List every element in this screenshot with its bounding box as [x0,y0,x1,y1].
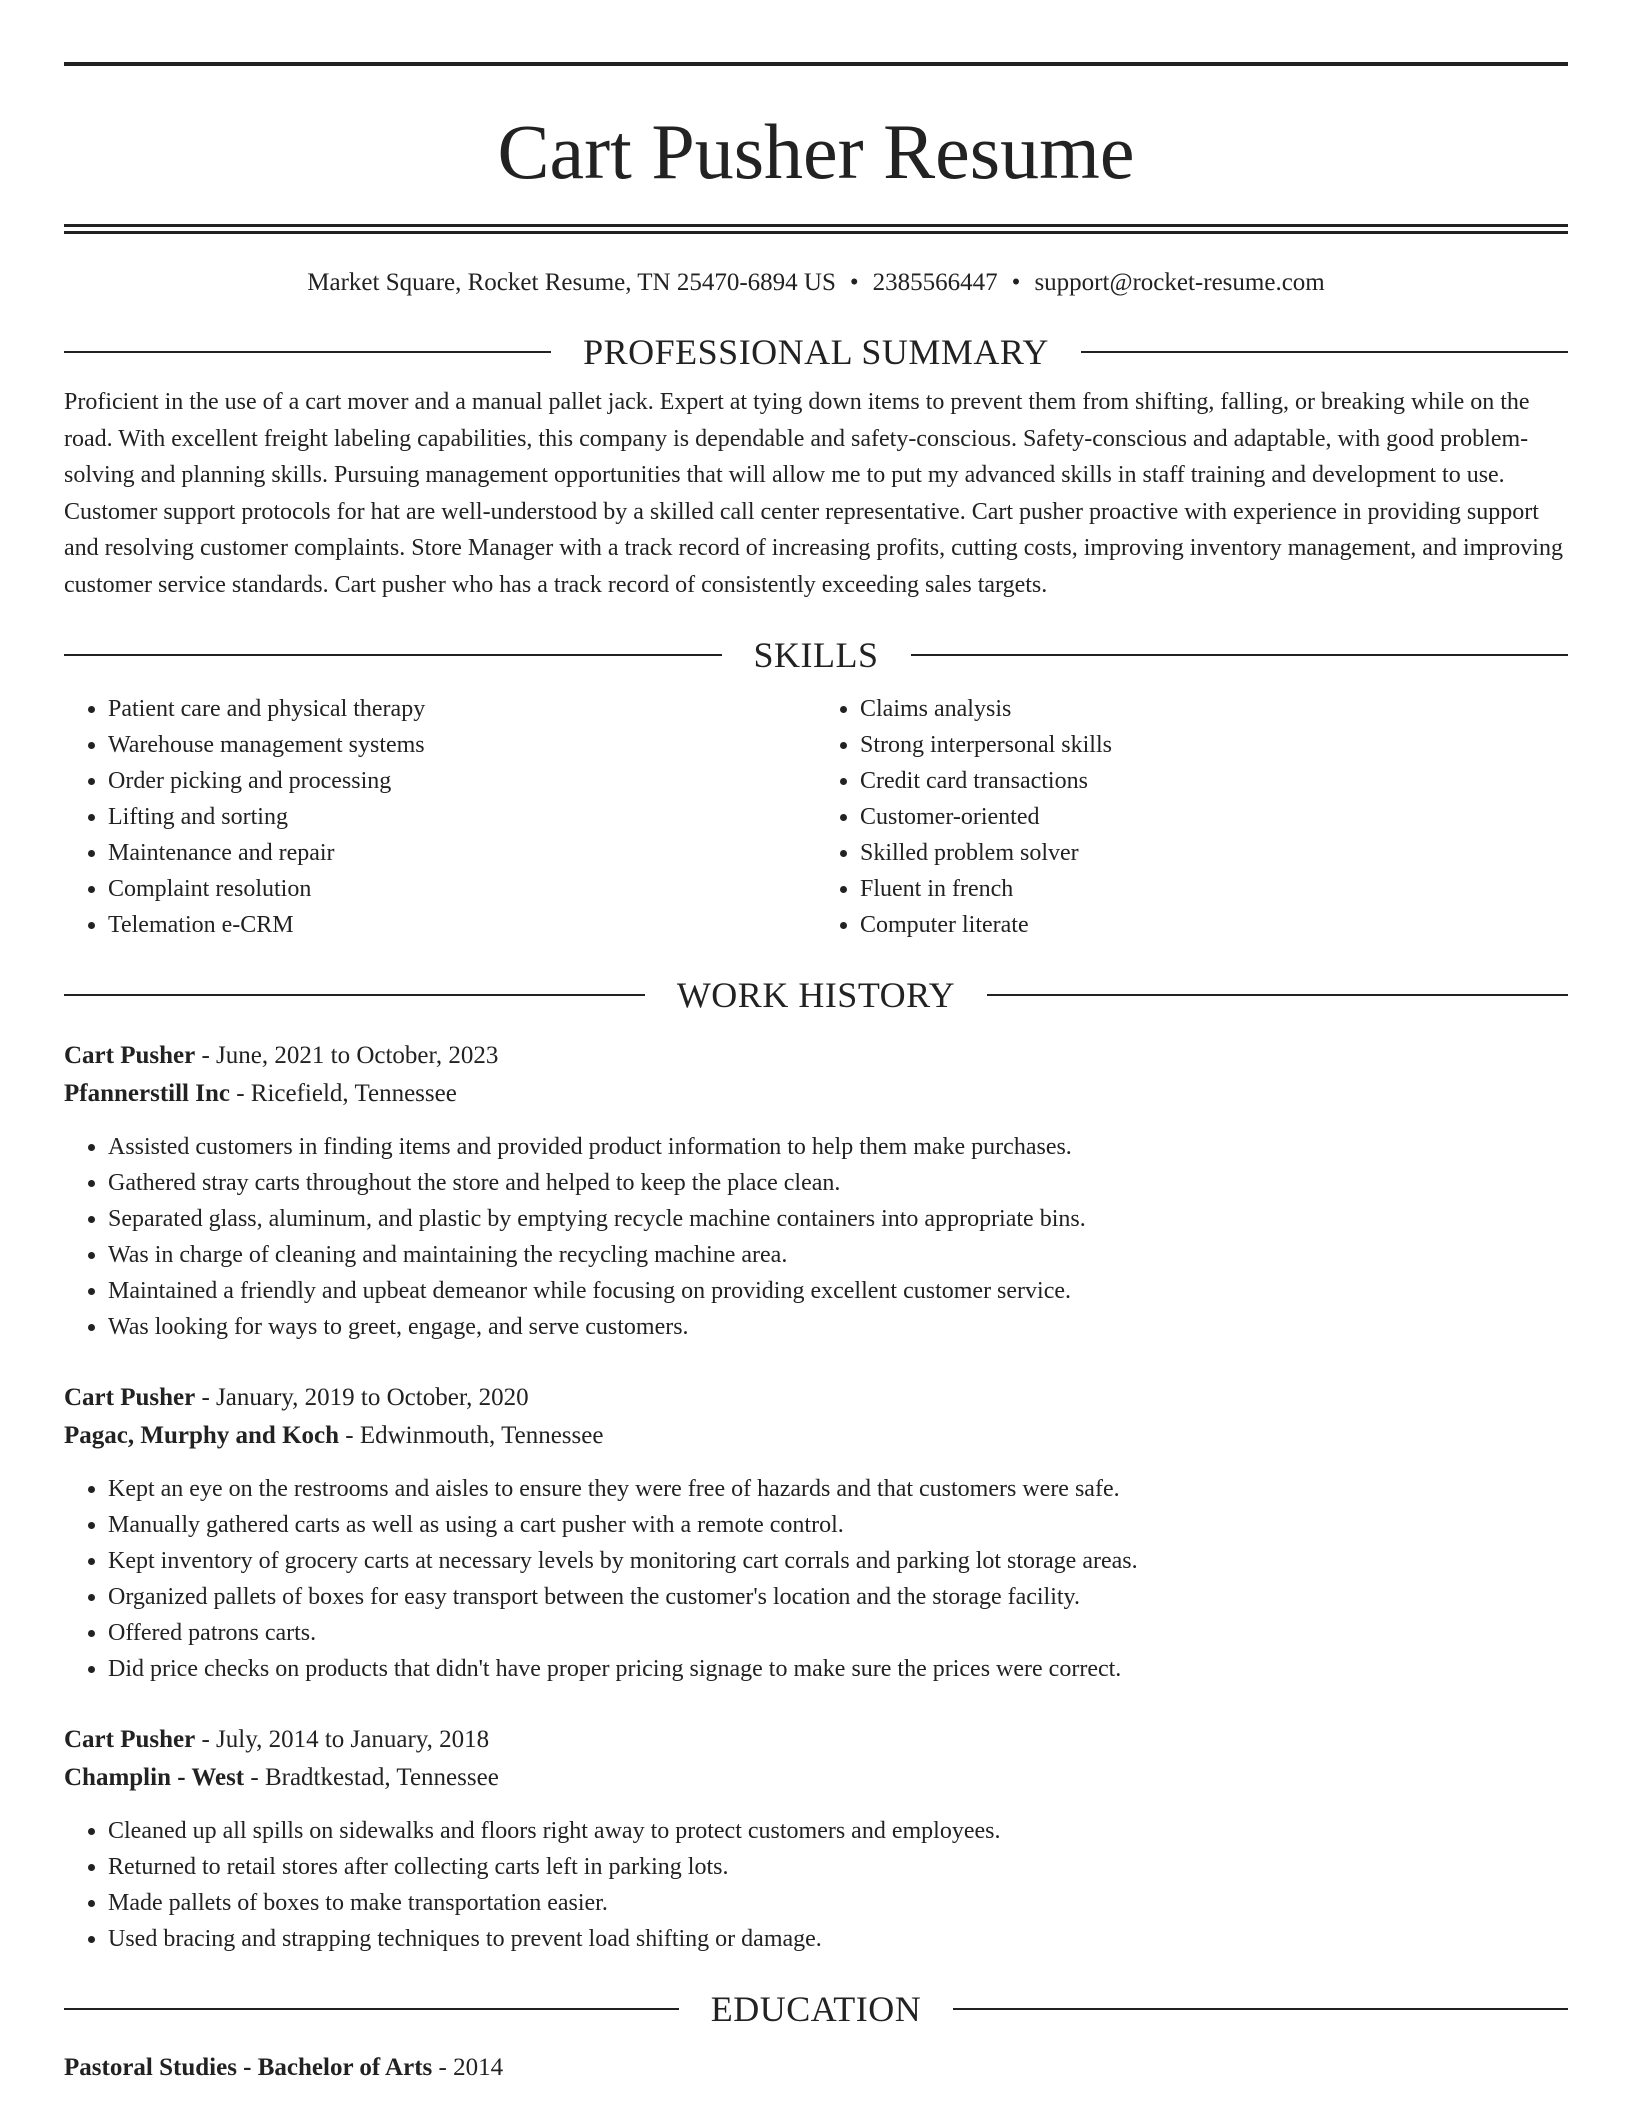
company-name: Champlin - West [64,1764,245,1791]
duty-item: • Kept inventory of grocery carts at necessary levels by monitoring cart corrals and parking lot storage areas. [108,1543,1568,1579]
section-title: SKILLS [753,635,879,675]
company-name: Pagac, Murphy and Koch [64,1422,340,1449]
skill-item: • Claims analysis [860,691,1568,727]
title-double-rule [64,224,1568,234]
job-entry [64,1721,1568,1957]
skill-item: • Telemation e-CRM [108,907,816,943]
skills-list-left [64,691,816,943]
job-duties [64,1471,1568,1687]
company-location: - Edwinmouth, Tennessee [339,1422,604,1449]
duty-item: • Returned to retail stores after collecting carts left in parking lots. [108,1849,1568,1885]
skill-item: • Complaint resolution [108,871,816,907]
job-dates: - July, 2014 to January, 2018 [195,1726,490,1753]
skill-item: • Fluent in french [860,871,1568,907]
education-entry [64,2049,1568,2087]
education-list [64,2049,1568,2087]
skill-item: • Patient care and physical therapy [108,691,816,727]
duty-item: • Made pallets of boxes to make transportation easier. [108,1885,1568,1921]
job-title-line [64,1379,1568,1417]
company-location: - Bradtkestad, Tennessee [244,1764,499,1791]
duty-item: • Was in charge of cleaning and maintaining the recycling machine area. [108,1237,1568,1273]
skills-columns [64,691,1568,943]
contact-email[interactable]: support@rocket-resume.com [1034,269,1325,296]
heading-rule [953,2008,1568,2010]
heading-rule [1081,351,1568,353]
heading-rule [987,994,1568,996]
duty-item: • Kept an eye on the restrooms and aisles to ensure they were free of hazards and that customers were safe. [108,1471,1568,1507]
page-title: Cart Pusher Resume [497,108,1135,195]
skill-item: • Warehouse management systems [108,727,816,763]
duty-item: • Separated glass, aluminum, and plastic by emptying recycle machine containers into appropriate bins. [108,1201,1568,1237]
skill-item: • Maintenance and repair [108,835,816,871]
heading-rule [911,654,1569,656]
job-company-line [64,1759,1568,1797]
job-company-line [64,1075,1568,1113]
section-title: EDUCATION [710,1989,922,2029]
work-history [64,1037,1568,1957]
professional-summary: Proficient in the use of a cart mover and a manual pallet jack. Expert at tying down items to prevent them from shifting, falling, or breaking while on the road. With excellent freight labeling capabilities, this company is dependable and safety-conscious. Safety-conscious and adaptable, with good problem-solving and planning skills. Pursuing management opportunities that will allow me to put my advanced skills in staff training and development to use. Customer support protocols for hat are well-understood by a skilled call center representative. Cart pusher proactive with experience in providing support and resolving customer complaints. Store Manager with a track record of increasing profits, cutting costs, improving inventory management, and improving customer service standards. Cart pusher who has a track record of consistently exceeding sales targets. [64,389,1563,598]
graduation-year: - 2014 [432,2054,504,2081]
skill-item: • Lifting and sorting [108,799,816,835]
degree: Pastoral Studies - Bachelor of Arts [64,2054,433,2081]
skill-item: • Strong interpersonal skills [860,727,1568,763]
section-heading-work [64,973,1568,1017]
duty-item: • Cleaned up all spills on sidewalks and floors right away to protect customers and employees. [108,1813,1568,1849]
section-heading-education [64,1987,1568,2031]
resume-page [64,0,1568,2087]
duty-item: • Organized pallets of boxes for easy transport between the customer's location and the storage facility. [108,1579,1568,1615]
contact-separator: • [1011,269,1021,296]
duty-item: • Manually gathered carts as well as using a cart pusher with a remote control. [108,1507,1568,1543]
section-title: WORK HISTORY [676,975,956,1015]
skill-item: • Order picking and processing [108,763,816,799]
heading-rule [64,994,645,996]
job-title: Cart Pusher [64,1726,196,1753]
contact-address: Market Square, Rocket Resume, TN 25470-6894 US [307,269,836,296]
section-title: PROFESSIONAL SUMMARY [583,332,1049,372]
duty-item: • Did price checks on products that didn't have proper pricing signage to make sure the prices were correct. [108,1651,1568,1687]
job-entry [64,1379,1568,1687]
duty-item: • Gathered stray carts throughout the store and helped to keep the place clean. [108,1165,1568,1201]
job-title: Cart Pusher [64,1042,196,1069]
section-heading-summary [64,330,1568,374]
skill-item: • Skilled problem solver [860,835,1568,871]
job-dates: - January, 2019 to October, 2020 [195,1384,529,1411]
contact-line [64,266,1568,300]
duty-item: • Used bracing and strapping techniques to prevent load shifting or damage. [108,1921,1568,1957]
heading-rule [64,351,551,353]
section-heading-skills [64,633,1568,677]
heading-rule [64,654,722,656]
job-title-line [64,1037,1568,1075]
job-duties [64,1813,1568,1957]
company-location: - Ricefield, Tennessee [229,1080,457,1107]
job-duties [64,1129,1568,1345]
skill-item: • Customer-oriented [860,799,1568,835]
job-dates: - June, 2021 to October, 2023 [195,1042,499,1069]
job-title: Cart Pusher [64,1384,196,1411]
duty-item: • Maintained a friendly and upbeat demeanor while focusing on providing excellent customer service. [108,1273,1568,1309]
skill-item: • Credit card transactions [860,763,1568,799]
job-entry [64,1037,1568,1345]
top-rule [64,62,1568,66]
heading-rule [64,2008,679,2010]
job-company-line [64,1417,1568,1455]
duty-item: • Assisted customers in finding items and provided product information to help them make purchases. [108,1129,1568,1165]
duty-item: • Was looking for ways to greet, engage, and serve customers. [108,1309,1568,1345]
company-name: Pfannerstill Inc [64,1080,230,1107]
job-title-line [64,1721,1568,1759]
skill-item: • Computer literate [860,907,1568,943]
duty-item: • Offered patrons carts. [108,1615,1568,1651]
contact-separator: • [849,269,859,296]
skills-list-right [816,691,1568,943]
contact-phone: 2385566447 [872,269,998,296]
